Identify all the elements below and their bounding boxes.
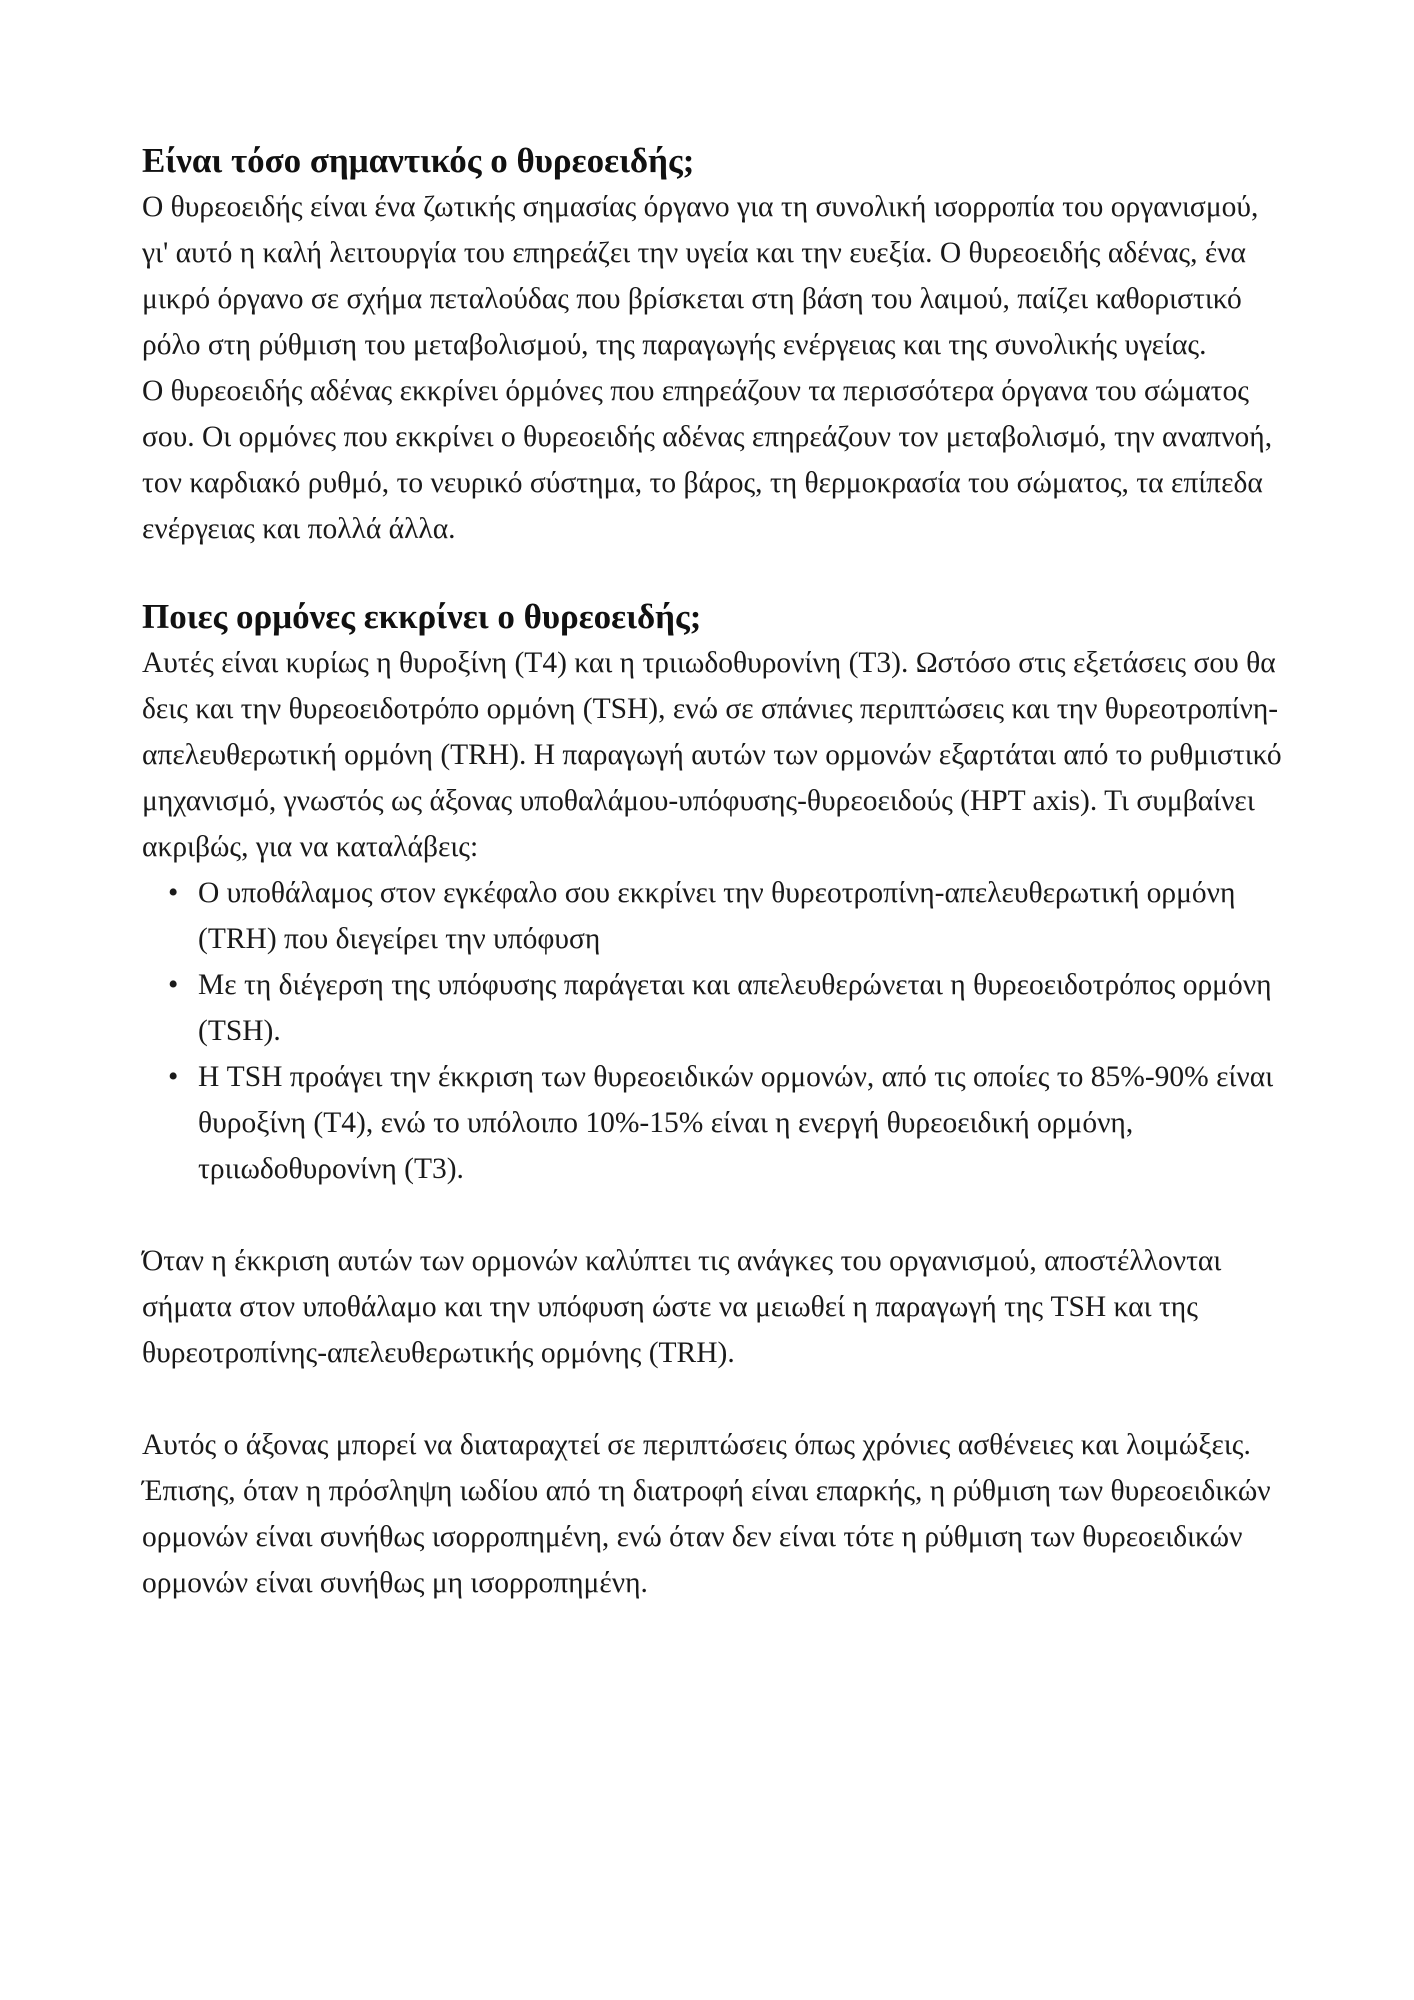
list-item-text: Η TSH προάγει την έκκριση των θυρεοειδικών ορμονών, από τις οποίες το 85%-90% είναι θυροξίνη (T4), ενώ το υπόλοιπο 10%-15% είναι η ενεργή θυρεοειδική ορμόνη, τριιωδοθυρονίνη (T3). [198, 1061, 1274, 1185]
spacer [142, 1376, 1292, 1422]
section-importance [142, 138, 1292, 552]
bullet-icon: • [168, 877, 179, 909]
bullet-list [142, 870, 1292, 1192]
list-item-text: Με τη διέγερση της υπόφυσης παράγεται και απελευθερώνεται η θυρεοειδοτρόπος ορμόνη (TSH). [198, 969, 1272, 1047]
paragraph: Ο θυρεοειδής είναι ένα ζωτικής σημασίας όργανο για τη συνολική ισορροπία του οργανισμού, γι' αυτό η καλή λειτουργία του επηρεάζει την υγεία και την ευεξία. Ο θυρεοειδής αδένας, ένα μικρό όργανο σε σχήμα πεταλούδας που βρίσκεται στη βάση του λαιμού, παίζει καθοριστικό ρόλο στη ρύθμιση του μεταβολισμού, της παραγωγής ενέργειας και της συνολικής υγείας. [142, 191, 1259, 361]
document-page [142, 138, 1292, 1606]
section-heading: Είναι τόσο σημαντικός ο θυρεοειδής; [142, 141, 695, 180]
bullet-icon: • [168, 1061, 179, 1093]
list-item-text: Ο υποθάλαμος στον εγκέφαλο σου εκκρίνει την θυρεοτροπίνη-απελευθερωτική ορμόνη (TRH) που διεγείρει την υπόφυση [198, 877, 1236, 955]
paragraph: Αυτές είναι κυρίως η θυροξίνη (T4) και η τριιωδοθυρονίνη (T3). Ωστόσο στις εξετάσεις σου θα δεις και την θυρεοειδοτρόπο ορμόνη (TSH), ενώ σε σπάνιες περιπτώσεις και την θυρεοτροπίνη-απελευθερωτική ορμόνη (TRH). Η παραγωγή αυτών των ορμονών εξαρτάται από το ρυθμιστικό μηχανισμό, γνωστός ως άξονας υποθαλάμου-υπόφυσης-θυρεοειδούς (HPT axis). Τι συμβαίνει ακριβώς, για να καταλάβεις: [142, 647, 1282, 863]
section-heading: Ποιες ορμόνες εκκρίνει ο θυρεοειδής; [142, 597, 702, 636]
list-item [168, 1054, 1292, 1192]
list-item [168, 962, 1292, 1054]
spacer [142, 1192, 1292, 1238]
bullet-icon: • [168, 969, 179, 1001]
list-item [168, 870, 1292, 962]
paragraph: Όταν η έκκριση αυτών των ορμονών καλύπτει τις ανάγκες του οργανισμού, αποστέλλονται σήματα στον υποθάλαμο και την υπόφυση ώστε να μειωθεί η παραγωγή της TSH και της θυρεοτροπίνης-απελευθερωτικής ορμόνης (TRH). [142, 1245, 1222, 1369]
section-hormones [142, 594, 1292, 1606]
paragraph: Αυτός ο άξονας μπορεί να διαταραχτεί σε περιπτώσεις όπως χρόνιες ασθένειες και λοιμώξεις. Έπισης, όταν η πρόσληψη ιωδίου από τη διατροφή είναι επαρκής, η ρύθμιση των θυρεοειδικών ορμονών είναι συνήθως ισορροπημένη, ενώ όταν δεν είναι τότε η ρύθμιση των θυρεοειδικών ορμονών είναι συνήθως μη ισορροπημένη. [142, 1429, 1271, 1599]
paragraph: Ο θυρεοειδής αδένας εκκρίνει όρμόνες που επηρεάζουν τα περισσότερα όργανα του σώματος σου. Οι ορμόνες που εκκρίνει ο θυρεοειδής αδένας επηρεάζουν τον μεταβολισμό, την αναπνοή, τον καρδιακό ρυθμό, το νευρικό σύστημα, το βάρος, τη θερμοκρασία του σώματος, τα επίπεδα ενέργειας και πολλά άλλα. [142, 375, 1273, 545]
